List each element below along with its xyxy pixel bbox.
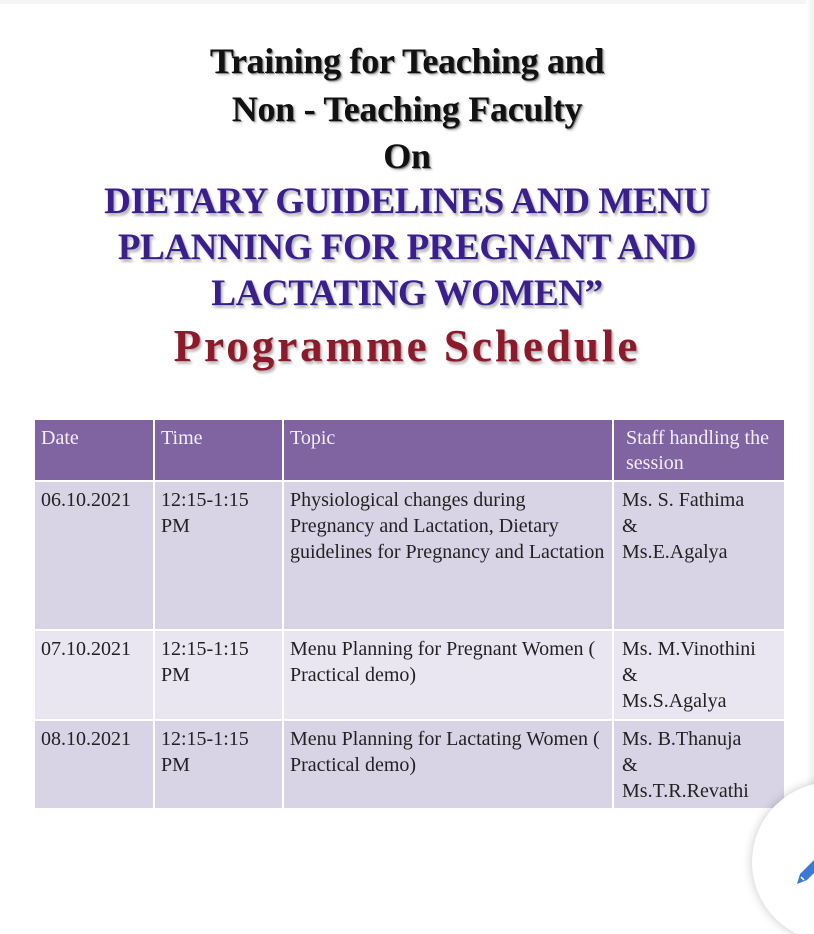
staff-name-1: Ms. B.Thanuja (622, 728, 742, 750)
table-row (35, 481, 784, 630)
staff-name-1: Ms. M.Vinothini (622, 638, 756, 660)
heading-line-3: On (383, 136, 431, 176)
column-header-topic: Topic (283, 420, 613, 481)
staff-name-1: Ms. S. Fathima (622, 489, 745, 511)
topic-line-3: LACTATING WOMEN” (211, 273, 603, 314)
time-cell: 12:15-1:15 PM (154, 720, 283, 808)
top-edge-shadow (0, 0, 814, 4)
column-header-staff: Staff handling the session (613, 420, 784, 481)
table-header-row (35, 420, 784, 481)
staff-name-2: Ms.S.Agalya (622, 690, 727, 712)
heading-line-2: Non - Teaching Faculty (231, 89, 583, 129)
date-cell: 06.10.2021 (35, 481, 154, 630)
topic-cell: Menu Planning for Pregnant Women ( Practical demo) (283, 630, 613, 720)
staff-cell (613, 630, 784, 720)
topic-line-2: PLANNING FOR PREGNANT AND (117, 227, 697, 268)
topic-line-1: DIETARY GUIDELINES AND MENU (104, 181, 710, 222)
staff-name-2: Ms.T.R.Revathi (622, 780, 749, 802)
topic-cell: Physiological changes during Pregnancy and Lactation, Dietary guidelines for Pregnancy and Lactation (283, 481, 613, 630)
time-cell: 12:15-1:15 PM (154, 481, 283, 630)
topic-cell: Menu Planning for Lactating Women ( Practical demo) (283, 720, 613, 808)
staff-cell (613, 720, 784, 808)
table-row (35, 630, 784, 720)
schedule-table (35, 420, 784, 808)
date-cell: 07.10.2021 (35, 630, 154, 720)
staff-ampersand: & (622, 754, 638, 776)
staff-ampersand: & (622, 664, 638, 686)
staff-ampersand: & (622, 515, 638, 537)
programme-schedule-title: Programme Schedule (173, 321, 641, 371)
column-header-time: Time (154, 420, 283, 481)
heading-line-1: Training for Teaching and (209, 41, 605, 81)
table-row (35, 720, 784, 808)
date-cell: 08.10.2021 (35, 720, 154, 808)
time-cell: 12:15-1:15 PM (154, 630, 283, 720)
staff-name-2: Ms.E.Agalya (622, 541, 728, 563)
edit-icon[interactable] (797, 858, 814, 888)
column-header-date: Date (35, 420, 154, 481)
staff-cell (613, 481, 784, 630)
